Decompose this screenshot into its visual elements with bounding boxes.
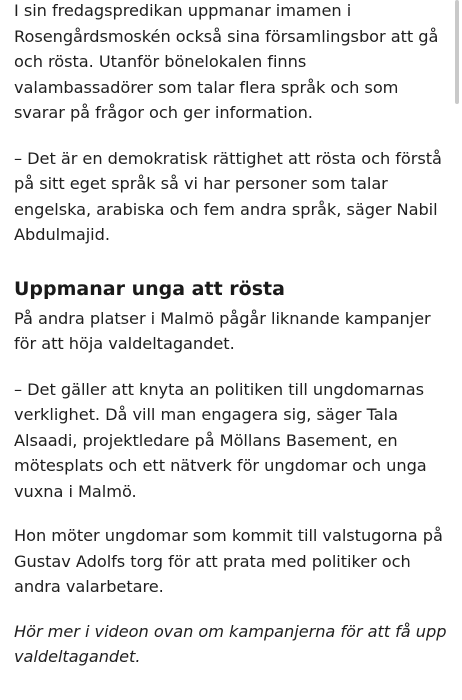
article-paragraph-imam: I sin fredagspredikan uppmanar imamen i Rosengårdsmoskén också sina församlingsbor att gå och rösta. Utanför bönelokalen finns valambassadörer som talar flera språk och som svarar på frågor och ger information. (14, 1, 439, 122)
article-body (14, 0, 450, 670)
page-scrollbar[interactable] (455, 0, 459, 104)
article-paragraph-campaigns: På andra platser i Malmö pågår liknande kampanjer för att höja valdeltagandet. (14, 308, 431, 353)
article-paragraph-youth: Hon möter ungdomar som kommit till valstugorna på Gustav Adolfs torg för att prata med politiker och andra valarbetare. (14, 526, 443, 596)
section-heading: Uppmanar unga att rösta (14, 277, 285, 300)
article-video-reference: Hör mer i videon ovan om kampanjerna för att få upp valdeltagandet. (14, 621, 447, 666)
article-quote-nabil: – Det är en demokratisk rättighet att rösta och förstå på sitt eget språk så vi har personer som talar engelska, arabiska och fem andra språk, säger Nabil Abdulmajid. (14, 148, 442, 244)
article-quote-tala: – Det gäller att knyta an politiken till ungdomarnas verklighet. Då vill man engagera sig, säger Tala Alsaadi, projektledare på Möllans Basement, en mötesplats och ett nätverk för ungdomar och unga vuxna i Malmö. (14, 379, 427, 501)
